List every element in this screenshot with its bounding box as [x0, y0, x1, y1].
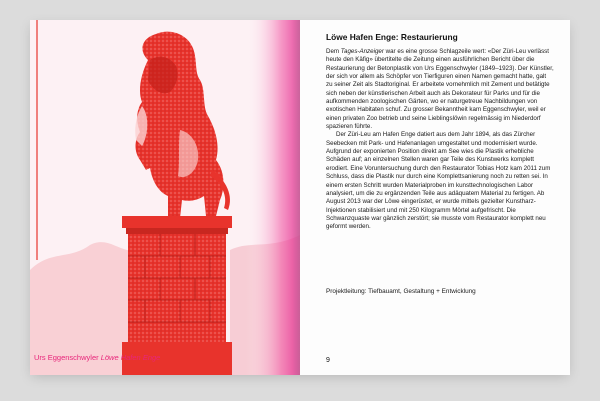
p1-text: war es eine grosse Schlagzeile wert: «Der Züri-Leu verlässt heute den Käfig» übertitelte die Zeitung einen ausführlichen Bericht über die Restaurierung der Betonplastik von Urs Eggenschwyler (1849–1923). Der Künstler, der sich vor allem als Schöpfer von Tierfiguren einen Namen gemacht hatte, galt zu seiner Zeit als Stadtoriginal. Er arbeitete vornehmlich mit Zement und betätigte sich neben der künstlerischen Arbeit auch als Dekorateur für Parks und für die aufkommenden zoologischen Gärten, wo er naturgetreue Nachbildungen von exotischen Habitaten schuf. Zu grosser Bekanntheit kam Eggenschwyler, weil er einen privaten Zoo betrieb und seine Lieblingslöwin regelmässig im Niederdorf spazieren führte.	[326, 48, 554, 131]
p1-pre: Dem	[326, 48, 341, 55]
photo-caption	[34, 353, 160, 362]
project-credit: Projektleitung: Tiefbauamt, Gestaltung + Entwicklung	[326, 288, 476, 295]
caption-work: Löwe Hafen Enge	[100, 353, 161, 362]
page-number: 9	[326, 357, 330, 364]
article-title: Löwe Hafen Enge: Restaurierung	[326, 32, 458, 42]
paragraph-1	[326, 48, 554, 131]
paragraph-2: Der Züri-Leu am Hafen Enge datiert aus dem Jahr 1894, als das Zürcher Seebecken mit Park- und Hafenanlagen umgestaltet und modernisiert wurde. Aufgrund der exponierten Position direkt am See wies die Plastik erhebliche Schäden auf; an einzelnen Stellen waren gar Teile des Kunstwerks komplett erodiert. Eine Voruntersuchung durch den Restaurator Tobias Hotz kam 2011 zum Schluss, dass die Plastik nur durch eine Komplettsanierung noch zu retten sei. In einem ersten Schritt wurden Materialproben im kunsttechnologischen Labor analysiert, um die zu ergänzenden Teile aus adäquatem Material zu fertigen. Ab August 2013 war der Löwe eingerüstet, er wurde mittels gezielter Kunstharz-Injektionen stabilisiert und mit 250 Kilogramm Mörtel aufgefrischt. Die Schwanzquaste war gänzlich zerstört; sie musste vom Restaurator komplett neu geformt werden.	[326, 131, 551, 231]
lion-statue-photo	[30, 20, 300, 375]
right-page	[300, 20, 570, 375]
caption-author: Urs Eggenschwyler	[34, 353, 99, 362]
article-body	[326, 48, 554, 232]
newspaper-name: Tages-Anzeiger	[340, 48, 384, 55]
left-page	[30, 20, 300, 375]
